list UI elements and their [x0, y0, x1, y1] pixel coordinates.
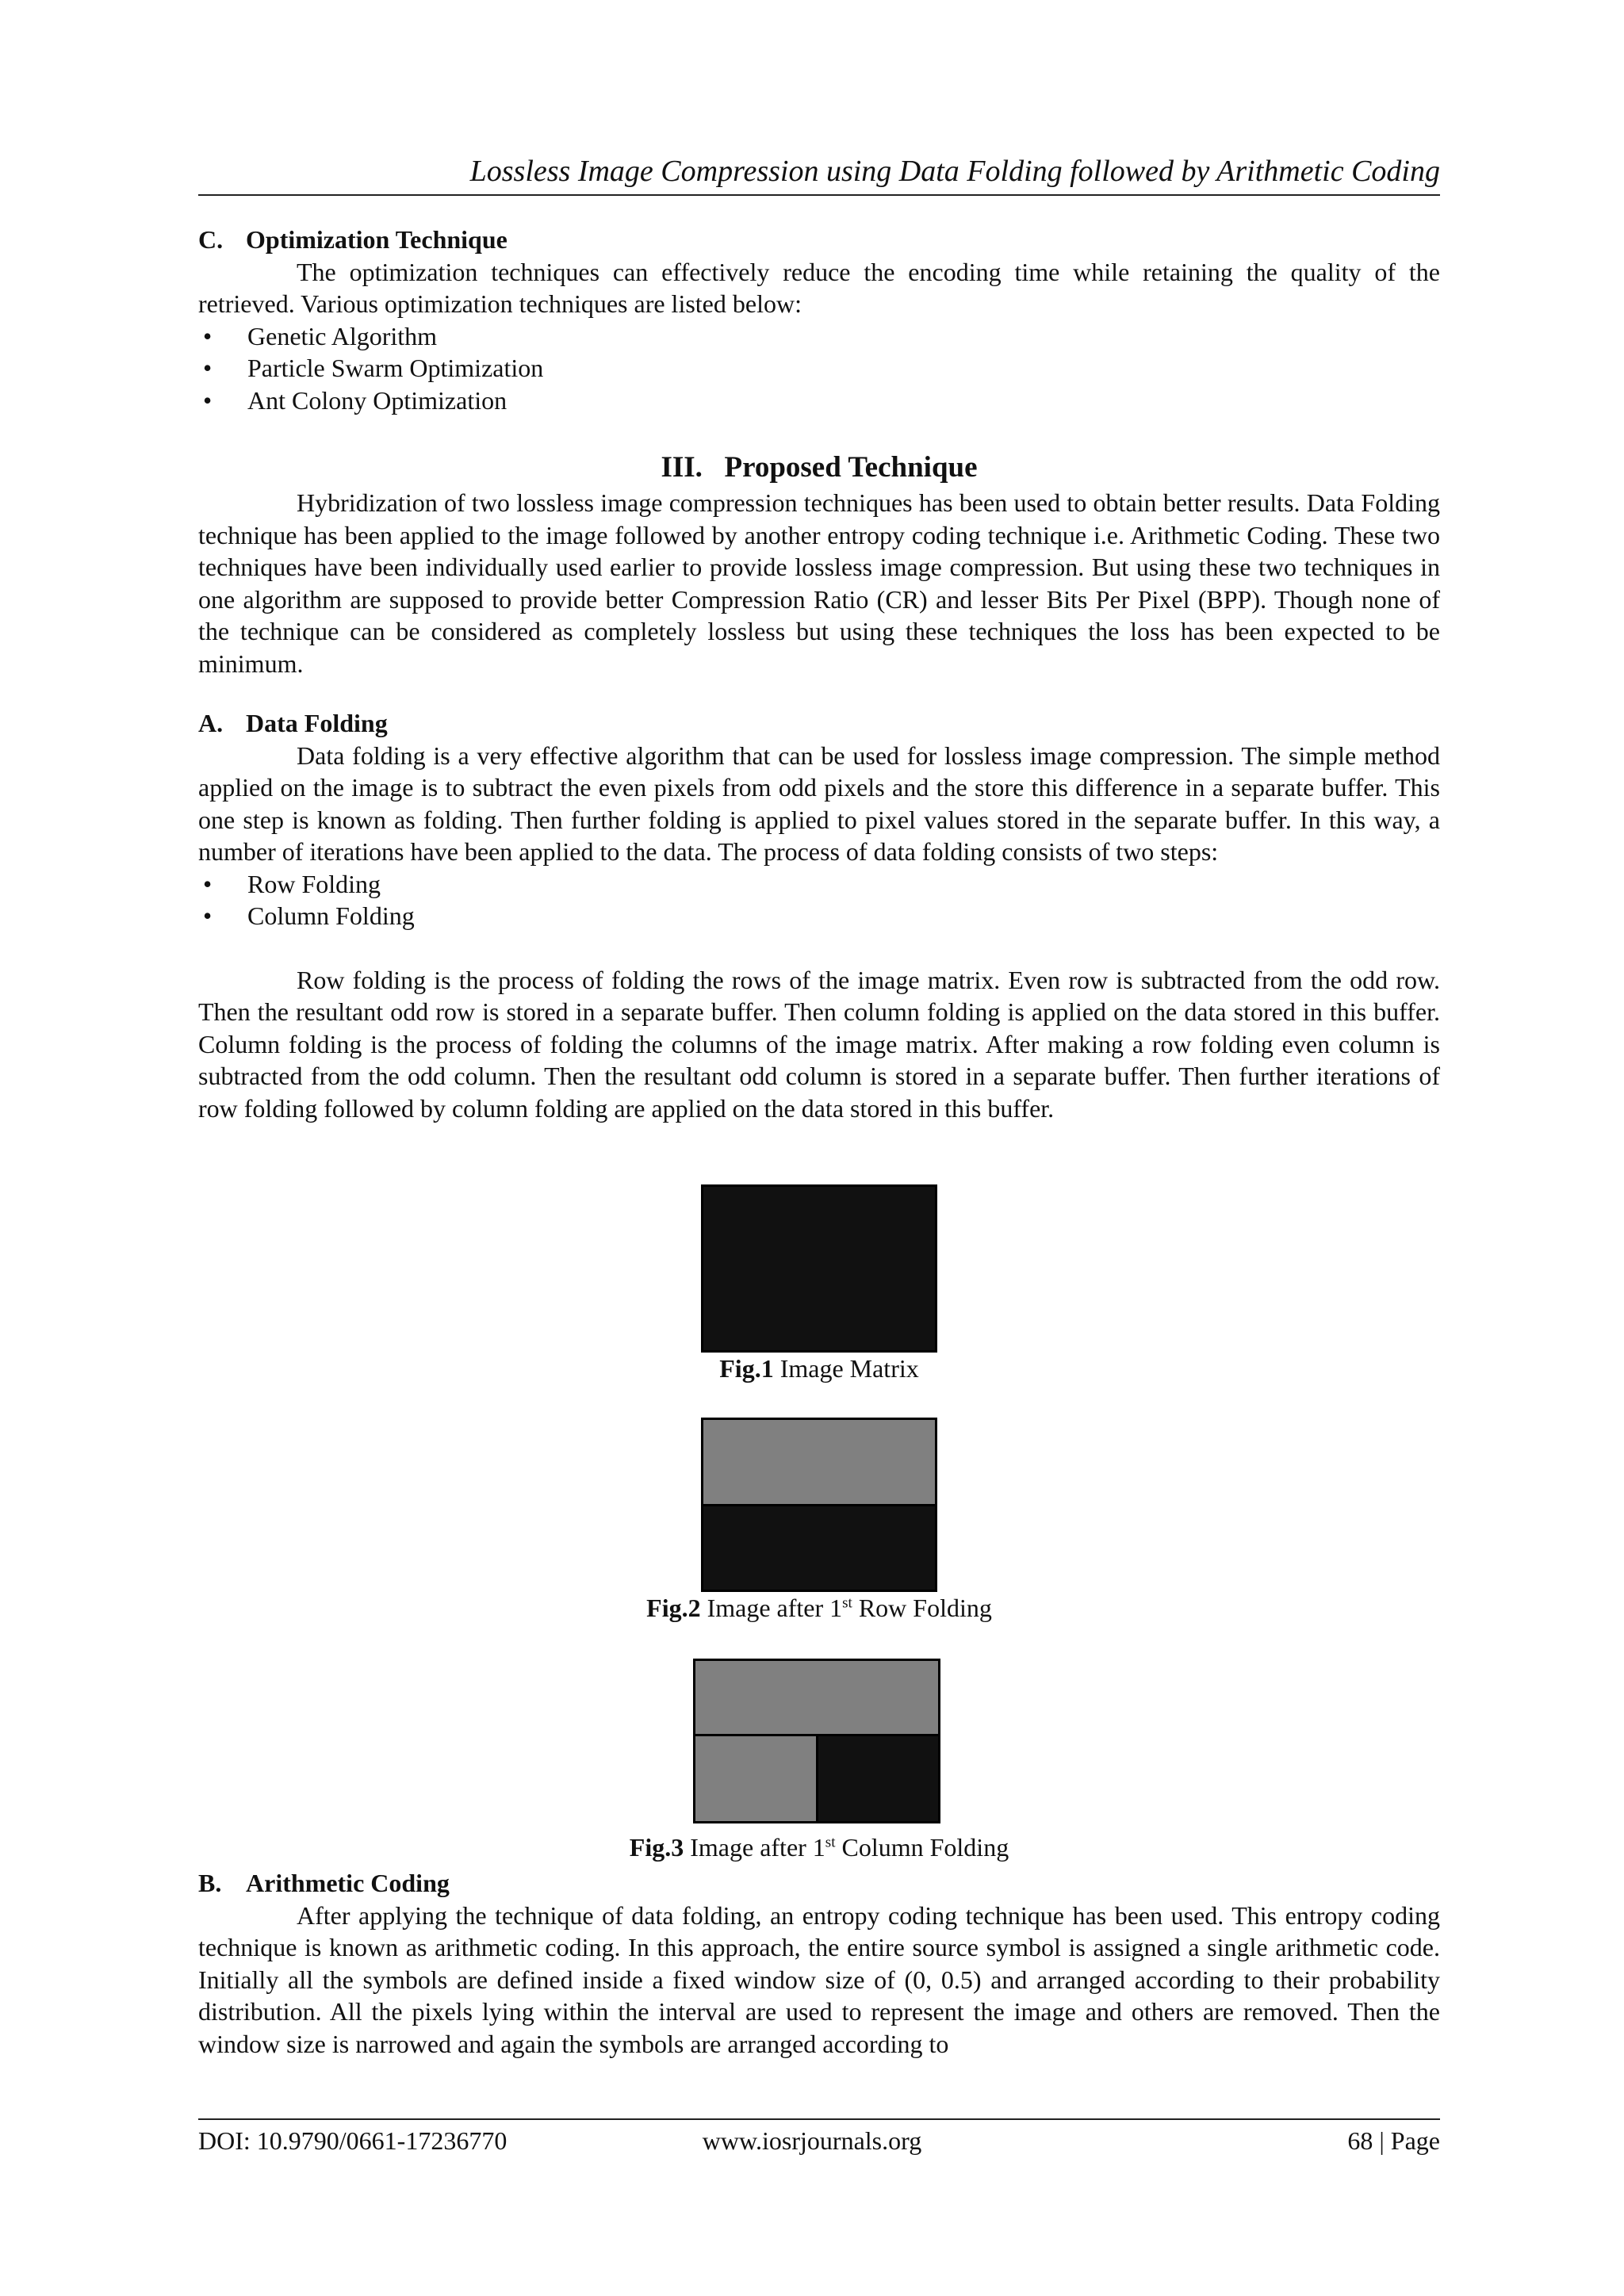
figure-label: Fig.3 [629, 1833, 684, 1862]
section-title: Arithmetic Coding [246, 1869, 450, 1897]
list-item: • Particle Swarm Optimization [198, 352, 1440, 385]
list-item: • Row Folding [198, 868, 1440, 901]
section-optimization [198, 224, 1440, 416]
footer-page-number: 68 | Page [1347, 2126, 1440, 2155]
section-data-folding [198, 707, 1440, 1124]
section-heading [198, 1867, 1440, 1900]
bullet-icon: • [203, 901, 213, 930]
figure-upper-half [703, 1420, 935, 1506]
list-item: • Genetic Algorithm [198, 320, 1440, 353]
section-number: C. [198, 225, 224, 254]
bullet-icon: • [203, 354, 213, 382]
figure-row-folding [701, 1418, 937, 1592]
paragraph: After applying the technique of data folding, an entropy coding technique has been used. This entropy coding technique is known as arithmetic coding. In this approach, the entire source symbol is assigned a single arithmetic code. Initially all the symbols are defined inside a fixed window size of (0, 0.5) and arranged according to their probability distribution. All the pixels lying within the interval are used to represent the image and others are removed. Then the window size is narrowed and again the symbols are arranged according to [198, 1900, 1440, 2058]
figure-column-folding [693, 1659, 940, 1823]
running-header: Lossless Image Compression using Data Folding followed by Arithmetic Coding [469, 155, 1440, 188]
bullet-list [198, 868, 1440, 932]
section-heading [198, 224, 1440, 256]
section-title: Data Folding [246, 709, 388, 737]
section-title: Optimization Technique [246, 225, 508, 254]
section-proposed [198, 487, 1440, 679]
list-item: • Ant Colony Optimization [198, 385, 1440, 417]
figure-image-matrix [701, 1184, 937, 1353]
main-section-heading [198, 450, 1440, 485]
section-number: B. [198, 1869, 222, 1897]
paragraph: Row folding is the process of folding the rows of the image matrix. Even row is subtracted from the odd row. Then the resultant odd row is stored in a separate buffer. Then column folding is applied on the data stored in this buffer. Column folding is the process of folding the columns of the image matrix. After making a row folding even column is subtracted from the odd column. Then the resultant odd column is stored in a separate buffer. Then further iterations of row folding followed by column folding are applied on the data stored in this buffer. [198, 965, 1440, 1123]
figure-caption: Fig.2 Image after 1st Row Folding [646, 1594, 992, 1622]
figure-upper-half [695, 1661, 938, 1736]
section-number: III. [661, 451, 703, 484]
section-number: A. [198, 709, 224, 737]
footer-website: www.iosrjournals.org [702, 2126, 922, 2155]
section-arithmetic-coding [198, 1867, 1440, 2060]
figure-caption: Fig.1 Image Matrix [719, 1354, 919, 1383]
paragraph: Hybridization of two lossless image compression techniques has been used to obtain better results. Data Folding technique has been applied to the image followed by another entropy coding technique i.e. Arithmetic Coding. These two techniques have been individually used earlier to provide lossless image compression. But using these two techniques in one algorithm are supposed to provide better Compression Ratio (CR) and lesser Bits Per Pixel (BPP). Though none of the technique can be considered as completely lossless but using these techniques the loss has been expected to be minimum. [198, 488, 1440, 678]
footer-doi: DOI: 10.9790/0661-17236770 [198, 2126, 508, 2155]
paragraph: The optimization techniques can effectively reduce the encoding time while retaining the quality of the retrieved. Various optimization techniques are listed below: [198, 257, 1440, 318]
figure-lower-left-quadrant [695, 1736, 818, 1821]
section-title: Proposed Technique [724, 451, 978, 484]
bullet-icon: • [203, 321, 213, 350]
section-heading [198, 707, 1440, 740]
header-divider [198, 194, 1440, 196]
paragraph: Data folding is a very effective algorithm that can be used for lossless image compression. The simple method applied on the image is to subtract the even pixels from odd pixels and the store this difference in a separate buffer. This one step is known as folding. Then further folding is applied to pixel values stored in the separate buffer. In this way, a number of iterations have been applied to the data. The process of data folding consists of two steps: [198, 740, 1440, 866]
list-item: • Column Folding [198, 900, 1440, 932]
figure-label: Fig.1 [719, 1354, 774, 1383]
figure-label: Fig.2 [646, 1594, 701, 1622]
figure-caption: Fig.3 Image after 1st Column Folding [629, 1833, 1009, 1862]
bullet-list [198, 320, 1440, 417]
bullet-icon: • [203, 385, 213, 415]
footer-divider [198, 2118, 1440, 2120]
bullet-icon: • [203, 869, 213, 898]
